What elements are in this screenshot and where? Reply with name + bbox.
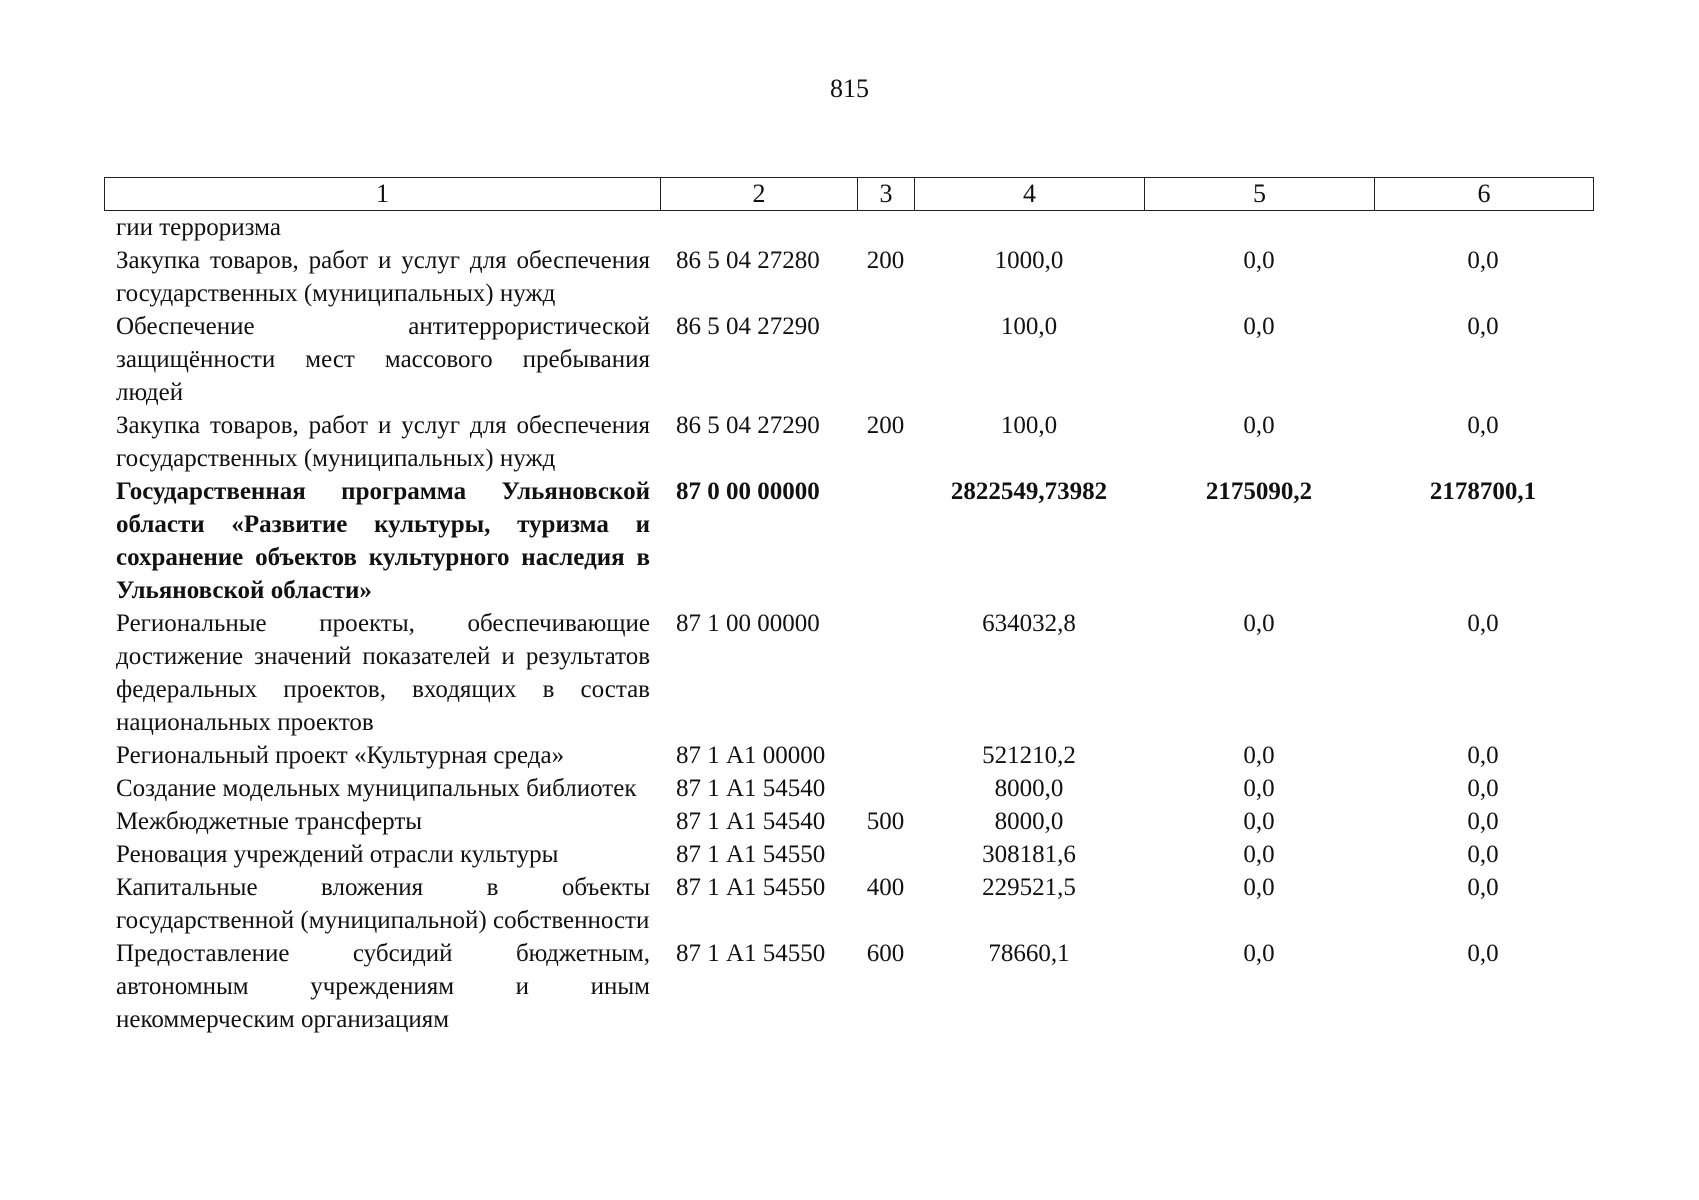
row-value-col4: 1000,0 <box>994 247 1064 274</box>
row-description: гии терроризма <box>116 214 281 241</box>
row-value-col4: 634032,8 <box>982 610 1076 637</box>
row-expense-type <box>857 772 914 805</box>
table-row <box>104 871 1594 937</box>
row-code: 86 5 04 27290 <box>676 412 820 439</box>
row-value-col5: 0,0 <box>1243 775 1275 802</box>
row-code: 86 5 04 27280 <box>676 247 820 274</box>
row-value-col5: 0,0 <box>1243 940 1275 967</box>
row-description: Государственная программа Ульяновской области «Развитие культуры, туризма и сохранение объектов культурного наследия в Ульяновской области» <box>116 478 650 604</box>
row-description: Закупка товаров, работ и услуг для обеспечения государственных (муниципальных) нужд <box>116 412 650 472</box>
row-value-col5: 0,0 <box>1243 808 1275 835</box>
row-value-col4: 2822549,73982 <box>950 478 1108 505</box>
table-header <box>104 177 1594 211</box>
row-description: Предоставление субсидий бюджетным, автономным учреждениям и иным некоммерческим организациям <box>116 940 650 1033</box>
row-value-col5: 0,0 <box>1243 247 1275 274</box>
row-description: Реновация учреждений отрасли культуры <box>116 841 559 868</box>
row-value-col5: 0,0 <box>1243 412 1275 439</box>
row-code: 87 1 00 00000 <box>676 610 820 637</box>
row-value-col5: 0,0 <box>1243 874 1275 901</box>
row-value-col5: 0,0 <box>1243 313 1275 340</box>
row-description: Обеспечение антитеррористической защищённости мест массового пребывания людей <box>116 313 650 406</box>
row-expense-type: 200 <box>866 247 905 274</box>
row-code: 87 1 А1 54550 <box>676 940 826 967</box>
row-description: Создание модельных муниципальных библиотек <box>116 775 637 802</box>
row-value-col5: 0,0 <box>1243 610 1275 637</box>
row-expense-type: 400 <box>866 874 905 901</box>
table-row <box>104 739 1594 772</box>
row-value-col6: 0,0 <box>1467 940 1499 967</box>
row-value-col4: 8000,0 <box>994 775 1064 802</box>
row-value-col6 <box>1374 211 1592 244</box>
header-col-1: 1 <box>105 178 661 210</box>
table-row <box>104 937 1594 1036</box>
row-code: 87 1 А1 54540 <box>676 775 826 802</box>
table-row <box>104 475 1594 607</box>
table-body <box>104 211 1594 1036</box>
row-value-col6: 0,0 <box>1467 247 1499 274</box>
header-col-2: 2 <box>661 178 858 210</box>
table-row <box>104 211 1594 244</box>
row-value-col5: 0,0 <box>1243 841 1275 868</box>
table-row <box>104 838 1594 871</box>
row-code: 86 5 04 27290 <box>676 313 820 340</box>
row-value-col4 <box>914 211 1144 244</box>
row-expense-type: 200 <box>866 412 905 439</box>
row-expense-type: 500 <box>866 808 905 835</box>
page-number: 815 <box>830 74 869 103</box>
row-code: 87 1 А1 54550 <box>676 841 826 868</box>
row-expense-type <box>857 739 914 772</box>
row-value-col6: 0,0 <box>1467 412 1499 439</box>
row-value-col5: 2175090,2 <box>1205 478 1313 505</box>
row-value-col4: 229521,5 <box>982 874 1076 901</box>
row-value-col4: 521210,2 <box>982 742 1076 769</box>
row-value-col6: 0,0 <box>1467 610 1499 637</box>
row-value-col6: 0,0 <box>1467 841 1499 868</box>
table-row <box>104 310 1594 409</box>
row-expense-type <box>857 310 914 409</box>
row-code: 87 1 А1 54540 <box>676 808 826 835</box>
row-expense-type <box>857 475 914 607</box>
row-description: Региональный проект «Культурная среда» <box>116 742 565 769</box>
row-value-col6: 0,0 <box>1467 775 1499 802</box>
row-expense-type <box>857 838 914 871</box>
header-col-3: 3 <box>858 178 915 210</box>
table-row <box>104 244 1594 310</box>
row-description: Капитальные вложения в объекты государственной (муниципальной) собственности <box>116 874 650 934</box>
header-col-4: 4 <box>915 178 1145 210</box>
row-value-col4: 100,0 <box>1000 412 1058 439</box>
row-value-col6: 0,0 <box>1467 313 1499 340</box>
row-value-col6: 0,0 <box>1467 742 1499 769</box>
table-row <box>104 409 1594 475</box>
row-value-col4: 78660,1 <box>988 940 1070 967</box>
row-expense-type: 600 <box>866 940 905 967</box>
row-value-col4: 100,0 <box>1000 313 1058 340</box>
row-expense-type <box>857 607 914 739</box>
row-code: 87 1 А1 00000 <box>676 742 826 769</box>
row-expense-type <box>857 211 914 244</box>
row-value-col5: 0,0 <box>1243 742 1275 769</box>
row-code: 87 1 А1 54550 <box>676 874 826 901</box>
row-description: Межбюджетные трансферты <box>116 808 423 835</box>
table-row <box>104 607 1594 739</box>
row-code: 87 0 00 00000 <box>676 478 820 505</box>
row-value-col4: 308181,6 <box>982 841 1076 868</box>
row-value-col6: 0,0 <box>1467 874 1499 901</box>
row-value-col6: 0,0 <box>1467 808 1499 835</box>
row-value-col6: 2178700,1 <box>1429 478 1537 505</box>
table-row <box>104 805 1594 838</box>
header-col-5: 5 <box>1145 178 1375 210</box>
header-col-6: 6 <box>1477 179 1491 208</box>
table-row <box>104 772 1594 805</box>
row-value-col4: 8000,0 <box>994 808 1064 835</box>
row-description: Региональные проекты, обеспечивающие достижение значений показателей и результатов федеральных проектов, входящих в состав национальных проектов <box>116 610 650 736</box>
row-value-col5 <box>1144 211 1374 244</box>
row-code <box>660 211 857 244</box>
row-description: Закупка товаров, работ и услуг для обеспечения государственных (муниципальных) нужд <box>116 247 650 307</box>
